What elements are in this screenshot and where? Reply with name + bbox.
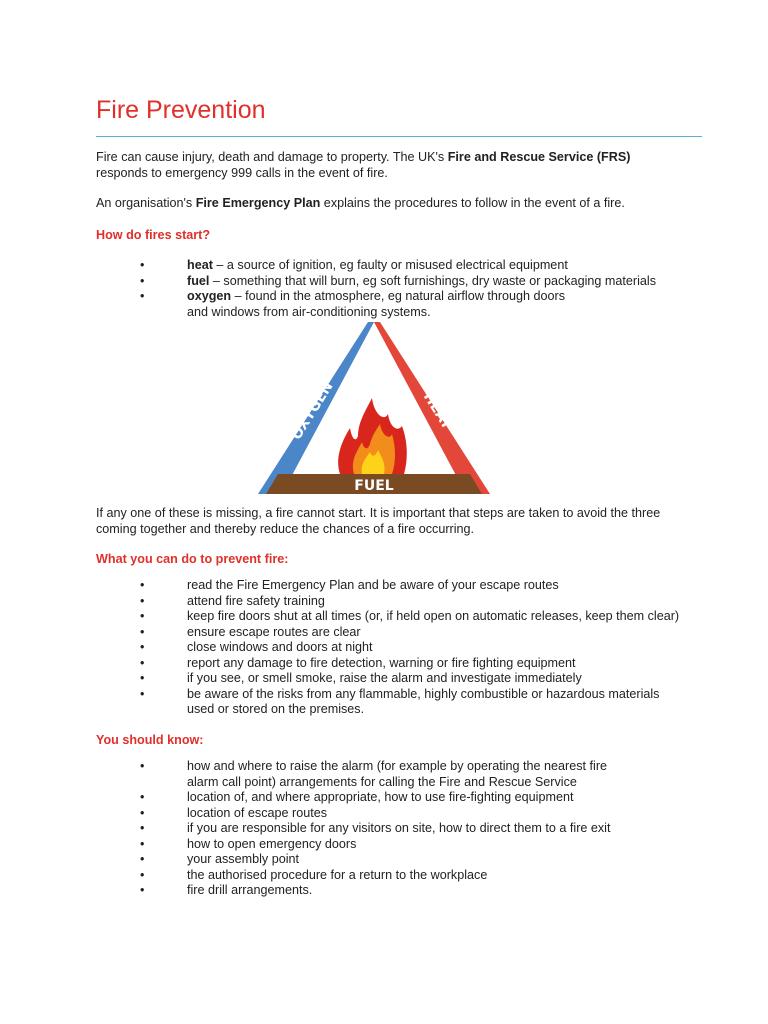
intro-text: Fire can cause injury, death and damage to property. The UK's <box>96 150 448 164</box>
bullet: • <box>140 759 145 773</box>
bullet: • <box>140 640 145 654</box>
middle-paragraph <box>96 506 696 537</box>
bullet: • <box>140 821 145 835</box>
item-text-cont: used or stored on the premises. <box>187 702 365 716</box>
item-text: location of, and where appropriate, how to use fire-fighting equipment <box>187 790 574 804</box>
bullet: • <box>140 593 145 608</box>
intro-text-cont: responds to emergency 999 calls in the event of fire. <box>96 165 388 180</box>
list-item <box>140 609 700 625</box>
item-text: – something that will burn, eg soft furnishings, dry waste or packaging materials <box>209 273 656 288</box>
list-item <box>140 594 700 610</box>
middle-line-1: If any one of these is missing, a fire cannot start. It is important that steps are taken to avoid the three <box>96 506 661 520</box>
bullet: • <box>140 686 145 701</box>
item-text: your assembly point <box>187 852 299 866</box>
item-text: how to open emergency doors <box>187 836 357 851</box>
fep-emphasis: Fire Emergency Plan <box>195 196 321 210</box>
list-item <box>140 806 700 822</box>
bullet: • <box>140 273 145 288</box>
item-text: report any damage to fire detection, warning or fire fighting equipment <box>187 655 576 670</box>
page-title: Fire Prevention <box>96 96 266 124</box>
list-item <box>140 656 700 672</box>
intro2-text-cont: explains the procedures to follow in the event of a fire. <box>320 196 625 210</box>
heat-label: HEAT <box>419 389 455 433</box>
section-heading-should-know: You should know: <box>96 733 204 747</box>
oxygen-label: OXYGEN <box>288 379 337 443</box>
frs-emphasis: Fire and Rescue Service (FRS) <box>447 150 631 164</box>
list-item <box>140 274 700 290</box>
section-heading-how-fires-start: How do fires start? <box>96 228 211 242</box>
intro-paragraph-1 <box>96 150 696 181</box>
item-text: location of escape routes <box>187 805 328 820</box>
item-text: – found in the atmosphere, eg natural airflow through doors <box>231 289 566 303</box>
flame-icon <box>338 398 407 474</box>
list-item <box>140 837 700 853</box>
item-text: fire drill arrangements. <box>187 883 313 897</box>
list-item <box>140 759 700 790</box>
bullet: • <box>140 655 145 670</box>
should-know-list <box>140 759 700 899</box>
item-text: ensure escape routes are clear <box>187 624 361 639</box>
title-divider <box>96 136 702 137</box>
item-text: read the Fire Emergency Plan and be aware of your escape routes <box>187 578 559 592</box>
item-text-cont: and windows from air-conditioning systems. <box>187 304 431 319</box>
list-item <box>140 578 700 594</box>
bullet: • <box>140 836 145 851</box>
bullet: • <box>140 624 145 639</box>
bullet: • <box>140 578 145 592</box>
item-term: oxygen <box>187 289 232 303</box>
item-term: heat <box>187 258 213 272</box>
item-text: close windows and doors at night <box>187 640 373 654</box>
list-item <box>140 790 700 806</box>
section-heading-prevent-fire: What you can do to prevent fire: <box>96 552 289 566</box>
intro-paragraph-2 <box>96 196 696 212</box>
list-item <box>140 868 700 884</box>
list-item <box>140 640 700 656</box>
item-text: how and where to raise the alarm (for example by operating the nearest fire <box>187 759 608 773</box>
list-item <box>140 258 700 274</box>
item-term: fuel <box>187 273 210 288</box>
item-text: if you are responsible for any visitors on site, how to direct them to a fire exit <box>187 821 611 835</box>
bullet: • <box>140 289 145 303</box>
item-text: – a source of ignition, eg faulty or misused electrical equipment <box>212 258 568 272</box>
fire-triangle-diagram <box>258 318 490 498</box>
list-item <box>140 852 700 868</box>
list-item <box>140 687 700 718</box>
intro2-text: An organisation's <box>96 196 196 210</box>
bullet: • <box>140 852 145 866</box>
bullet: • <box>140 790 145 804</box>
list-item <box>140 289 700 320</box>
list-item <box>140 883 700 899</box>
prevention-list <box>140 578 700 718</box>
item-text: attend fire safety training <box>187 593 325 608</box>
fire-elements-list <box>140 258 700 320</box>
list-item <box>140 821 700 837</box>
bullet: • <box>140 883 145 897</box>
item-text: keep fire doors shut at all times (or, if held open on automatic releases, keep them clear) <box>187 609 680 623</box>
fuel-label: FUEL <box>354 478 394 494</box>
list-item <box>140 625 700 641</box>
bullet: • <box>140 805 145 820</box>
item-text: be aware of the risks from any flammable, highly combustible or hazardous materials <box>187 686 660 701</box>
item-text: if you see, or smell smoke, raise the alarm and investigate immediately <box>187 671 582 685</box>
bullet: • <box>140 609 145 623</box>
bullet: • <box>140 867 145 882</box>
bullet: • <box>140 258 145 272</box>
list-item <box>140 671 700 687</box>
item-text-cont: alarm call point) arrangements for calling the Fire and Rescue Service <box>187 774 577 789</box>
item-text: the authorised procedure for a return to the workplace <box>187 867 488 882</box>
middle-line-2: coming together and thereby reduce the chances of a fire occurring. <box>96 521 475 536</box>
bullet: • <box>140 671 145 685</box>
